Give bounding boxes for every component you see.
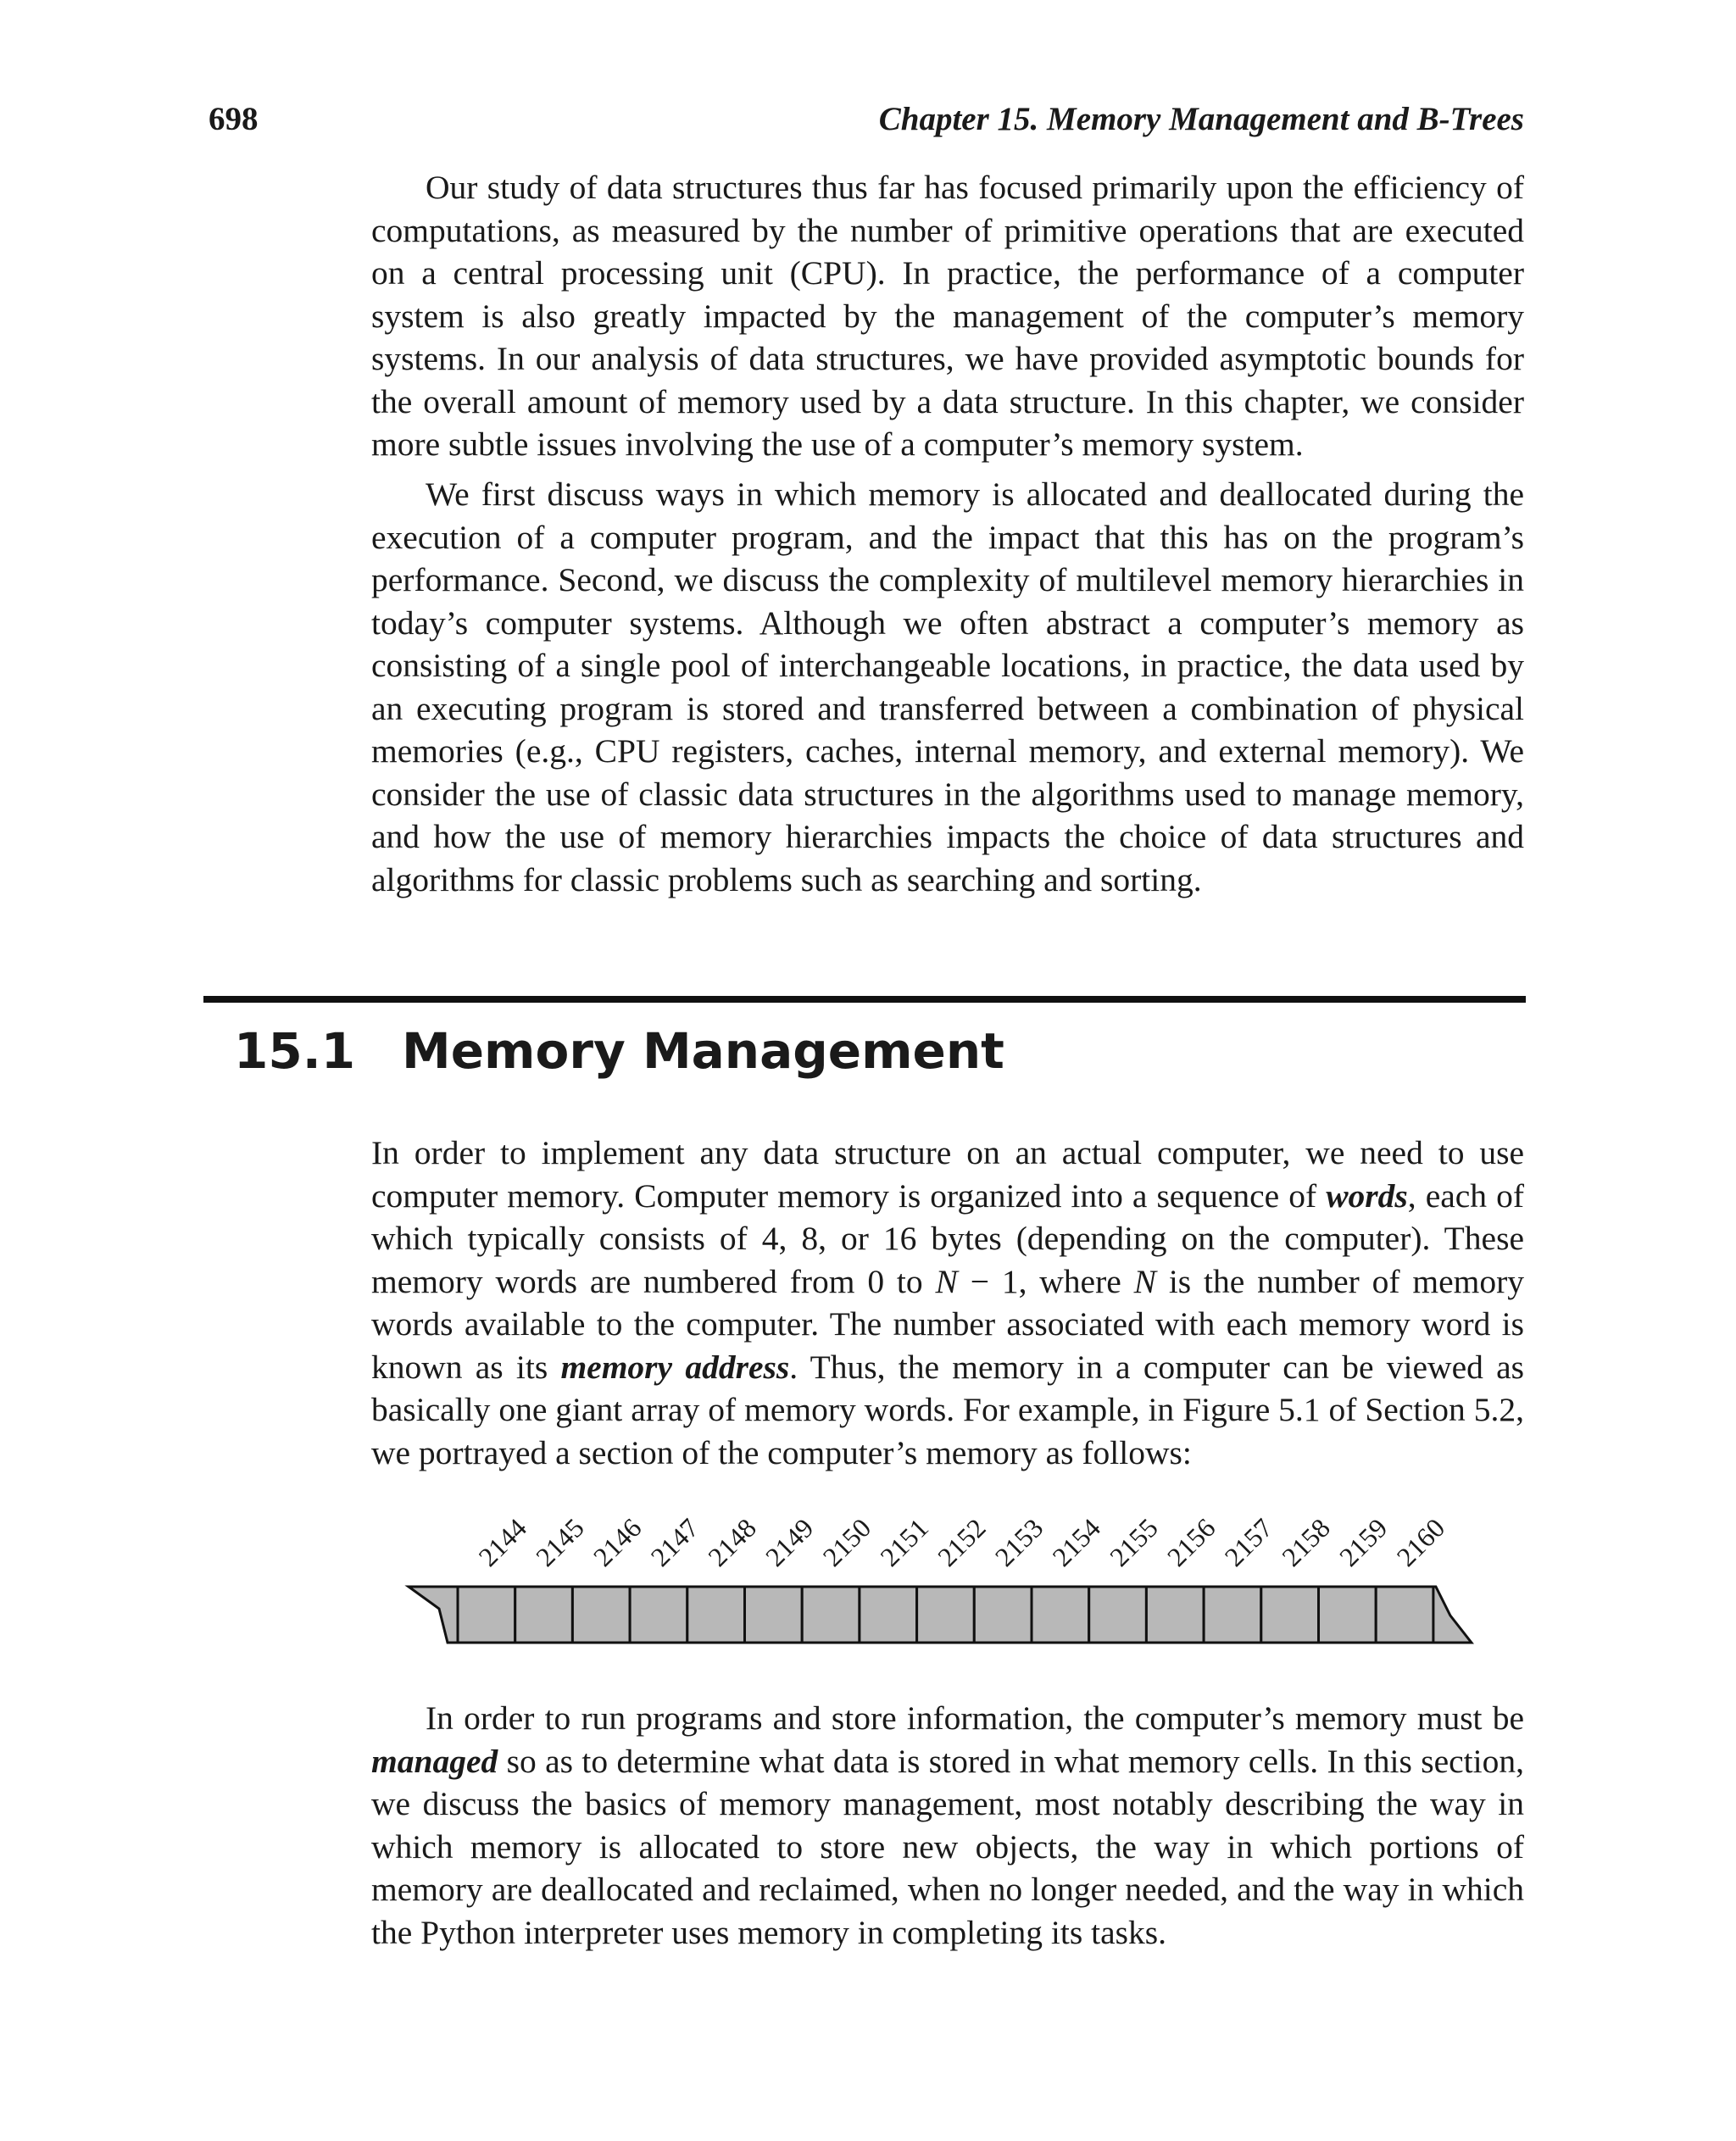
memory-address-label: 2146: [587, 1512, 648, 1572]
section-title: Memory Management: [402, 1022, 1004, 1080]
term-managed: managed: [371, 1742, 498, 1780]
memory-cell: [745, 1587, 803, 1643]
text-run: so as to determine what data is stored in what memory cells. In this section, we discuss the basics of memory management, most notably describing the way in which memory is allocated to store new objects, the way in which portions of memory are deallocated and reclaimed, when no longer needed, and the way in which the Python interpreter uses memory in completing its tasks.: [371, 1742, 1524, 1951]
memory-address-label: 2147: [644, 1512, 705, 1572]
text-run: In order to run programs and store information, the computer’s memory must be: [426, 1699, 1524, 1737]
memory-cell: [1089, 1587, 1147, 1643]
memory-cell: [630, 1587, 687, 1643]
memory-address-label: 2149: [759, 1512, 820, 1572]
text-run: is the number of memory words available to the computer. The number associated with each memory word is known as its: [371, 1262, 1524, 1386]
memory-address-label: 2153: [988, 1512, 1049, 1572]
math-var-n: N: [935, 1262, 958, 1300]
memory-cell: [572, 1587, 630, 1643]
memory-cell: [1319, 1587, 1377, 1643]
text-run: . Thus, the memory in a computer can be viewed as basically one giant array of memory words. For example, in Figure 5.1 of Section 5.2, we portrayed a section of the computer’s memory as follows:: [371, 1348, 1524, 1471]
term-words: words: [1326, 1176, 1408, 1215]
memory-cell: [458, 1587, 515, 1643]
memory-cell: [515, 1587, 573, 1643]
section-paragraph-1: [371, 1132, 1524, 1474]
math-var-n: N: [1133, 1262, 1156, 1300]
memory-address-label: 2151: [874, 1512, 934, 1572]
memory-cell: [1146, 1587, 1204, 1643]
intro-paragraph-1: Our study of data structures thus far has focused primarily upon the efficiency of computations, as measured by the number of primitive operations that are executed on a central processing unit (CPU). In practice, the performance of a computer system is also greatly impacted by the management of the computer’s memory systems. In our analysis of data structures, we have provided asymptotic bounds for the overall amount of memory used by a data structure. In this chapter, we consider more subtle issues involving the use of a computer’s memory system.: [371, 169, 1524, 463]
memory-address-label: 2156: [1160, 1512, 1221, 1572]
section-paragraph-2: [371, 1697, 1524, 1954]
memory-cell: [1204, 1587, 1261, 1643]
memory-cell: [687, 1587, 745, 1643]
memory-address-label: 2152: [931, 1512, 992, 1572]
memory-address-label: 2158: [1276, 1512, 1336, 1572]
memory-address-label: 2160: [1390, 1512, 1451, 1572]
memory-cell: [917, 1587, 975, 1643]
memory-array-figure: [398, 1488, 1492, 1657]
section-number: 15.1: [234, 1022, 356, 1080]
memory-address-label: 2155: [1104, 1512, 1164, 1572]
memory-address-label: 2145: [530, 1512, 590, 1572]
text-run: , each of which typically consists of 4, 8, or 16 bytes (depending on the computer). These memory words are numbered from 0 to: [371, 1176, 1524, 1300]
running-head: Chapter 15. Memory Management and B-Trees: [878, 101, 1524, 137]
memory-cell: [1032, 1587, 1089, 1643]
intro-paragraph-2: We first discuss ways in which memory is allocated and deallocated during the execution of a computer program, and the impact that this has on the program’s performance. Second, we discuss the complexity of multilevel memory hierarchies in today’s computer systems. Although we often abstract a computer’s memory as consisting of a single pool of interchangeable locations, in practice, the data used by an executing program is stored and transferred between a combination of physical memories (e.g., CPU registers, caches, internal memory, and external memory). We consider the use of classic data structures in the algorithms used to manage memory, and how the use of memory hierarchies impacts the choice of data structures and algorithms for classic problems such as searching and sorting.: [371, 475, 1524, 898]
term-memory-address: memory address: [560, 1348, 790, 1386]
memory-cell: [1376, 1587, 1433, 1643]
memory-address-label: 2150: [816, 1512, 877, 1572]
memory-address-label: 2154: [1046, 1512, 1107, 1572]
memory-cell: [974, 1587, 1032, 1643]
memory-cell: [1261, 1587, 1319, 1643]
memory-cell: [860, 1587, 917, 1643]
text-run: − 1, where: [957, 1262, 1134, 1300]
text-run: In order to implement any data structure on an actual computer, we need to use computer memory. Computer memory is organized into a sequence of: [371, 1134, 1524, 1215]
memory-address-label: 2144: [472, 1512, 533, 1572]
memory-cell: [802, 1587, 860, 1643]
memory-address-label: 2157: [1218, 1512, 1279, 1572]
page-header: [209, 100, 1524, 144]
section-rule: [203, 996, 1526, 1003]
memory-address-label: 2159: [1333, 1512, 1394, 1572]
memory-address-label: 2148: [702, 1512, 762, 1572]
page-number: 698: [209, 101, 259, 137]
